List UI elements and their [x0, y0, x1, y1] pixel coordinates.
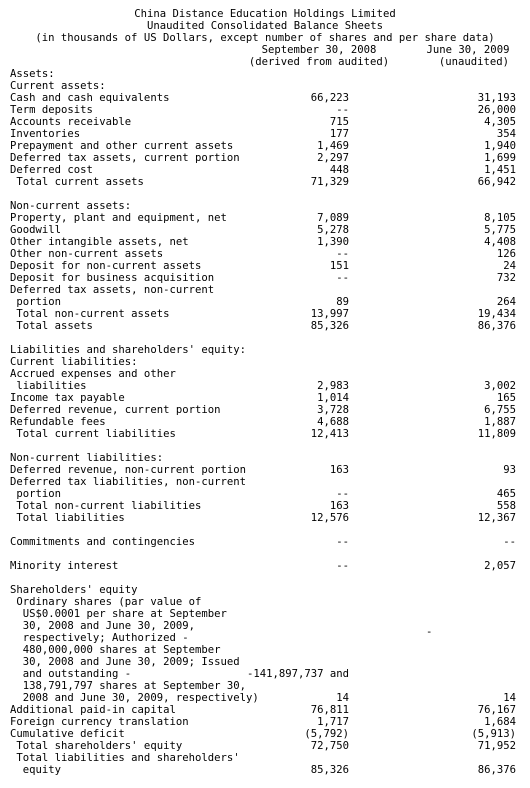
row-label: Deferred revenue, non-current portion	[10, 464, 246, 476]
row-label: equity	[10, 764, 62, 776]
value-sep-2008: 448	[329, 164, 349, 176]
row-label: liabilities	[10, 380, 87, 392]
column-a-subtitle: (derived from audited)	[248, 56, 390, 68]
row-label: Term deposits	[10, 104, 93, 116]
value-jun-2009: 4,408	[484, 236, 516, 248]
value-sep-2008: 177	[329, 128, 349, 140]
value-sep-2008: 715	[329, 116, 349, 128]
row-label: Deferred revenue, current portion	[10, 404, 221, 416]
value-jun-2009: 465	[496, 488, 516, 500]
value-sep-2008: 14	[336, 692, 349, 704]
value-jun-2009: 558	[496, 500, 516, 512]
row-label: Accounts receivable	[10, 116, 132, 128]
value-sep-2008: (5,792)	[304, 728, 349, 740]
value-jun-2009: 76,167	[477, 704, 516, 716]
row-label: Deferred tax liabilities, non-current	[10, 476, 246, 488]
value-sep-2008: --	[336, 488, 349, 500]
value-jun-2009: 14	[503, 692, 516, 704]
row-label: Commitments and contingencies	[10, 536, 195, 548]
row-label: 30, 2008 and June 30, 2009; Issued	[10, 656, 240, 668]
value-sep-2008: 66,223	[310, 92, 349, 104]
row-label: Total non-current assets	[10, 308, 170, 320]
row-label: Assets:	[10, 68, 55, 80]
value-jun-2009: 31,193	[477, 92, 516, 104]
value-sep-2008: 2,297	[317, 152, 349, 164]
value-jun-2009: 354	[496, 128, 516, 140]
value-jun-2009: 732	[496, 272, 516, 284]
row-label: Other intangible assets, net	[10, 236, 189, 248]
row-label: Prepayment and other current assets	[10, 140, 234, 152]
row-label: 30, 2008 and June 30, 2009,	[10, 620, 195, 632]
value-jun-2009: 26,000	[477, 104, 516, 116]
value-jun-2009: 2,057	[484, 560, 516, 572]
row-label: portion	[10, 488, 62, 500]
row-label: Other non-current assets	[10, 248, 164, 260]
statement-title: Unaudited Consolidated Balance Sheets	[147, 20, 383, 32]
row-label: Inventories	[10, 128, 81, 140]
value-sep-2008: 72,750	[310, 740, 349, 752]
row-label: Income tax payable	[10, 392, 125, 404]
value-jun-2009: 1,940	[484, 140, 516, 152]
value-jun-2009: 19,434	[477, 308, 516, 320]
value-sep-2008: 76,811	[310, 704, 349, 716]
value-sep-2008: 151	[329, 260, 349, 272]
value-sep-2008: 12,576	[310, 512, 349, 524]
value-sep-2008: 1,717	[317, 716, 349, 728]
row-label: Total current assets	[10, 176, 144, 188]
value-jun-2009: 86,376	[477, 764, 516, 776]
value-jun-2009: 86,376	[477, 320, 516, 332]
value-jun-2009: 6,755	[484, 404, 516, 416]
value-jun-2009: 1,887	[484, 416, 516, 428]
value-jun-2009: 3,002	[484, 380, 516, 392]
value-jun-2009: 8,105	[484, 212, 516, 224]
value-sep-2008: 85,326	[310, 320, 349, 332]
value-sep-2008: --	[336, 536, 349, 548]
row-label: Accrued expenses and other	[10, 368, 176, 380]
value-sep-2008: --	[336, 272, 349, 284]
row-label: Deposit for non-current assets	[10, 260, 202, 272]
value-sep-2008: 7,089	[317, 212, 349, 224]
row-label: Total non-current liabilities	[10, 500, 202, 512]
value-sep-2008: 85,326	[310, 764, 349, 776]
value-jun-2009: 1,451	[484, 164, 516, 176]
row-label: Non-current assets:	[10, 200, 132, 212]
column-b-title: June 30, 2009	[426, 44, 510, 56]
value-sep-2008: 89	[336, 296, 349, 308]
value-sep-2008: 12,413	[310, 428, 349, 440]
row-label: Total current liabilities	[10, 428, 176, 440]
row-label: 480,000,000 shares at September	[10, 644, 221, 656]
value-jun-2009: 66,942	[477, 176, 516, 188]
value-jun-2009: 12,367	[477, 512, 516, 524]
row-label: Liabilities and shareholders' equity:	[10, 344, 246, 356]
row-label: Total liabilities	[10, 512, 125, 524]
row-label: Total assets	[10, 320, 93, 332]
value-jun-2009: 1,699	[484, 152, 516, 164]
value-sep-2008: 1,014	[317, 392, 349, 404]
row-label: US$0.0001 per share at September	[10, 608, 227, 620]
value-jun-2009: 165	[496, 392, 516, 404]
value-sep-2008: 2,983	[317, 380, 349, 392]
value-jun-2009: 5,775	[484, 224, 516, 236]
row-label: Goodwill	[10, 224, 62, 236]
value-sep-2008: 3,728	[317, 404, 349, 416]
value-sep-2008: 163	[329, 500, 349, 512]
value-sep-2008: --	[336, 560, 349, 572]
row-label: Current liabilities:	[10, 356, 138, 368]
row-label: portion	[10, 296, 62, 308]
value-sep-2008: 1,469	[317, 140, 349, 152]
row-label: and outstanding -	[10, 668, 132, 680]
row-label: Deferred tax assets, non-current	[10, 284, 215, 296]
row-label: 2008 and June 30, 2009, respectively)	[10, 692, 259, 704]
value-jun-2009: 126	[496, 248, 516, 260]
value-sep-2008: --	[336, 104, 349, 116]
value-jun-2009: (5,913)	[471, 728, 516, 740]
units-note: (in thousands of US Dollars, except number of shares and per share data)	[35, 32, 495, 44]
row-label: Total liabilities and shareholders'	[10, 752, 240, 764]
value-sep-2008: -141,897,737 and	[246, 668, 349, 680]
value-jun-2009: 4,305	[484, 116, 516, 128]
row-label: Ordinary shares (par value of	[10, 596, 202, 608]
value-jun-2009: 24	[503, 260, 516, 272]
row-label: Foreign currency translation	[10, 716, 189, 728]
value-sep-2008: 1,390	[317, 236, 349, 248]
value-sep-2008: 5,278	[317, 224, 349, 236]
value-jun-2009: 1,684	[484, 716, 516, 728]
row-label: Minority interest	[10, 560, 119, 572]
row-label: Deferred tax assets, current portion	[10, 152, 240, 164]
row-label: Cash and cash equivalents	[10, 92, 170, 104]
stray-dash: -	[426, 626, 433, 638]
value-jun-2009: 264	[496, 296, 516, 308]
row-label: Total shareholders' equity	[10, 740, 183, 752]
row-label: Additional paid-in capital	[10, 704, 176, 716]
value-jun-2009: 11,809	[477, 428, 516, 440]
row-label: Refundable fees	[10, 416, 106, 428]
row-label: respectively; Authorized -	[10, 632, 189, 644]
value-sep-2008: 71,329	[310, 176, 349, 188]
value-jun-2009: 71,952	[477, 740, 516, 752]
column-a-title: September 30, 2008	[261, 44, 377, 56]
row-label: Cumulative deficit	[10, 728, 125, 740]
row-label: Deferred cost	[10, 164, 93, 176]
value-sep-2008: 4,688	[317, 416, 349, 428]
row-label: 138,791,797 shares at September 30,	[10, 680, 246, 692]
value-jun-2009: --	[503, 536, 516, 548]
value-sep-2008: --	[336, 248, 349, 260]
row-label: Deposit for business acquisition	[10, 272, 215, 284]
company-name: China Distance Education Holdings Limited	[134, 8, 396, 20]
value-sep-2008: 13,997	[310, 308, 349, 320]
value-sep-2008: 163	[329, 464, 349, 476]
row-label: Non-current liabilities:	[10, 452, 164, 464]
value-jun-2009: 93	[503, 464, 516, 476]
row-label: Shareholders' equity	[10, 584, 138, 596]
column-b-subtitle: (unaudited)	[438, 56, 510, 68]
row-label: Property, plant and equipment, net	[10, 212, 227, 224]
row-label: Current assets:	[10, 80, 106, 92]
